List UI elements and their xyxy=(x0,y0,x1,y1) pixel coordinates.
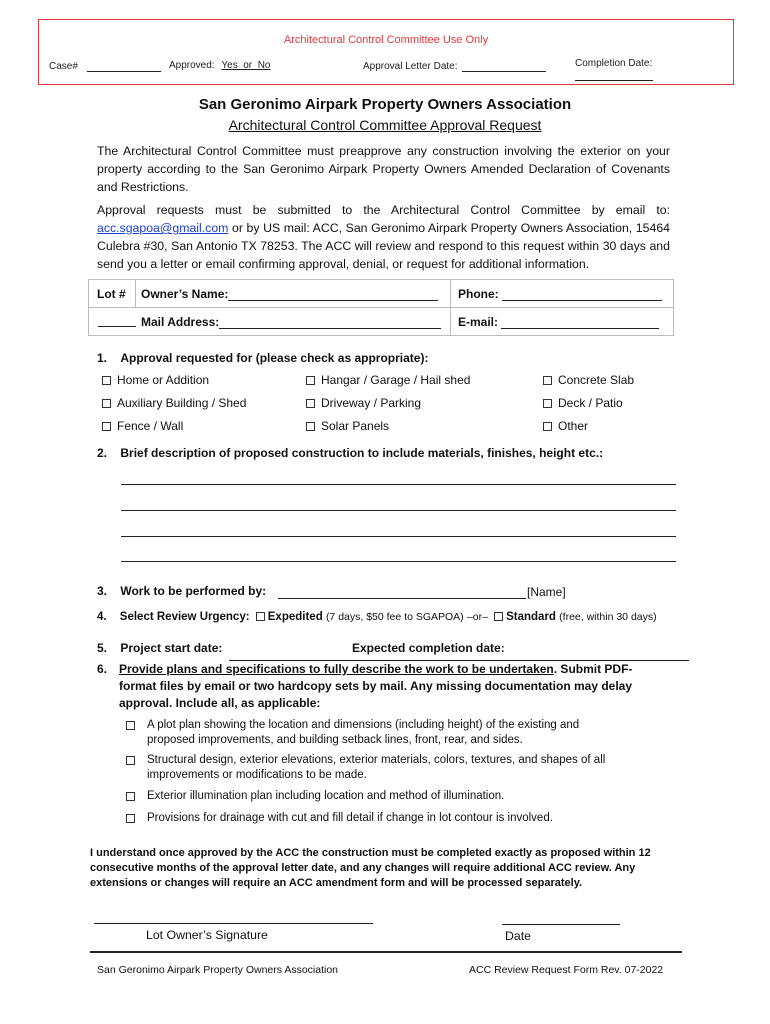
plan-item-4[interactable] xyxy=(126,811,646,826)
mail-address-line xyxy=(219,317,441,329)
checkbox-label: Concrete Slab xyxy=(558,373,635,387)
completion-date-label[interactable]: Expected completion date: xyxy=(352,641,505,655)
section-1-title: Approval requested for (please check as appropriate): xyxy=(120,351,429,365)
lot-number-line[interactable] xyxy=(98,326,136,327)
phone-field[interactable] xyxy=(458,287,662,301)
signature-label: Lot Owner’s Signature xyxy=(146,928,268,942)
checkbox-label: Deck / Patio xyxy=(558,396,623,410)
plan-item-4-text: Provisions for drainage with cut and fill detail if change in lot contour is involved. xyxy=(147,812,553,824)
description-line-4[interactable] xyxy=(121,561,676,562)
footer-rule xyxy=(90,951,682,953)
checkbox-label: Hangar / Garage / Hail shed xyxy=(321,373,471,387)
section-2-heading xyxy=(97,446,603,460)
checkbox-other[interactable] xyxy=(543,419,588,433)
section-3-title: Work to be performed by: xyxy=(120,584,267,598)
completion-date-field[interactable] xyxy=(575,58,733,81)
acknowledgement-text: I understand once approved by the ACC the construction must be completed exactly as proposed within 12 consecutive months of the approval letter date, and any changes will require additional ACC review. Any extensions or changes will require an ACC amendment form and will be processed separately. xyxy=(90,847,651,889)
acc-email-link[interactable]: acc.sgapoa@gmail.com xyxy=(97,221,229,235)
case-line xyxy=(87,60,161,72)
signature-line[interactable] xyxy=(94,923,373,924)
expedited-checkbox[interactable] xyxy=(256,612,265,621)
expedited-label: Expedited xyxy=(267,611,323,623)
checkbox-icon xyxy=(102,399,111,408)
email-label: E-mail: xyxy=(458,315,499,329)
description-line-3[interactable] xyxy=(121,536,676,537)
intro-p2-before: Approval requests must be submitted to the Architectural Control Committee by email to: xyxy=(97,203,670,217)
checkbox-label: Driveway / Parking xyxy=(321,396,422,410)
checkbox-label: Home or Addition xyxy=(117,373,210,387)
work-performer-line[interactable] xyxy=(278,598,526,599)
checkbox-icon xyxy=(306,422,315,431)
approval-letter-date-field[interactable] xyxy=(363,60,546,72)
phone-label: Phone: xyxy=(458,287,499,301)
urgency-or: –or– xyxy=(466,611,488,623)
section-1-num: 1. xyxy=(97,351,108,365)
completion-line xyxy=(575,69,653,81)
owner-name-line xyxy=(228,289,438,301)
checkbox-label: Fence / Wall xyxy=(117,419,184,433)
checkbox-hangar-garage[interactable] xyxy=(306,373,470,387)
plan-item-3-text: Exterior illumination plan including location and method of illumination. xyxy=(147,790,505,802)
checkbox-home-or-addition[interactable] xyxy=(102,373,209,387)
section-3-num: 3. xyxy=(97,584,108,598)
checkbox-icon xyxy=(543,399,552,408)
table-col-divider-2 xyxy=(450,280,451,335)
date-label: Date xyxy=(505,929,531,943)
approval-letter-line xyxy=(462,60,546,72)
case-number-field[interactable] xyxy=(49,60,161,72)
checkbox-icon xyxy=(126,814,135,823)
section-4-title: Select Review Urgency: xyxy=(119,611,250,623)
checkbox-icon xyxy=(102,376,111,385)
form-title: Architectural Control Committee Approval Request xyxy=(228,117,542,133)
standard-label: Standard xyxy=(506,611,556,623)
section-4-num: 4. xyxy=(97,611,107,623)
approved-options: Yes or No xyxy=(221,60,271,71)
footer-org: San Geronimo Airpark Property Owners Association xyxy=(97,964,339,976)
checkbox-icon xyxy=(126,792,135,801)
date-line[interactable] xyxy=(502,924,620,925)
section-3-heading xyxy=(97,584,266,598)
section-6-heading xyxy=(97,661,657,712)
section-6-rest: . Submit PDF-format files by email or two hardcopy sets by mail. Any missing documentation may delay approval. Include all, as applicable: xyxy=(119,662,633,710)
owner-name-label: Owner’s Name: xyxy=(141,287,229,301)
start-date-label[interactable]: Project start date: xyxy=(120,641,223,655)
description-line-1[interactable] xyxy=(121,484,676,485)
footer-revision: ACC Review Request Form Rev. 07-2022 xyxy=(469,964,664,976)
checkbox-label: Auxiliary Building / Shed xyxy=(117,396,247,410)
checkbox-auxiliary-building[interactable] xyxy=(102,396,246,410)
intro-paragraph-1: The Architectural Control Committee must preapprove any construction involving the exterior on your property according to the San Geronimo Airpark Property Owners Amended Declaration of Covenants and Restrictions. xyxy=(97,144,670,194)
approved-label: Approved: xyxy=(169,60,215,71)
section-6-num: 6. xyxy=(97,662,108,676)
phone-line xyxy=(502,289,662,301)
checkbox-icon xyxy=(306,399,315,408)
plan-item-1[interactable] xyxy=(126,718,621,748)
office-use-title: Architectural Control Committee Use Only xyxy=(283,34,489,46)
org-name: San Geronimo Airpark Property Owners Association xyxy=(198,96,572,113)
checkbox-label: Other xyxy=(558,419,589,433)
checkbox-icon xyxy=(126,721,135,730)
checkbox-fence-wall[interactable] xyxy=(102,419,183,433)
checkbox-deck-patio[interactable] xyxy=(543,396,623,410)
email-line xyxy=(501,317,659,329)
intro-p2-after: or by US mail: ACC, San Geronimo Airpark Property Owners Association, 15464 Culebra #30, San Antonio TX 78253. The ACC will review and respond to this request within 30 days and send you a letter or email confirming approval, denial, or request for additional information. xyxy=(97,221,670,271)
standard-checkbox[interactable] xyxy=(494,612,503,621)
checkbox-icon xyxy=(102,422,111,431)
checkbox-icon xyxy=(306,376,315,385)
email-field[interactable] xyxy=(458,315,659,329)
section-5-dates xyxy=(97,641,222,655)
office-use-box xyxy=(38,19,734,85)
table-col-divider-1 xyxy=(135,280,136,307)
owner-name-field[interactable] xyxy=(141,287,438,301)
mail-address-label: Mail Address: xyxy=(141,315,220,329)
checkbox-solar-panels[interactable] xyxy=(306,419,389,433)
plan-item-3[interactable] xyxy=(126,789,646,804)
checkbox-icon xyxy=(543,422,552,431)
approved-field[interactable] xyxy=(169,60,270,71)
plan-item-1-text: A plot plan showing the location and dimensions (including height) of the existing and proposed improvements, and building setback lines, front, rear, and sides. xyxy=(147,719,580,746)
completion-label: Completion Date: xyxy=(575,58,653,69)
expedited-detail: (7 days, $50 fee to SGAPOA) xyxy=(325,611,464,623)
plan-item-2-text: Structural design, exterior elevations, exterior materials, colors, textures, and shapes of all improvements or modifications to be made. xyxy=(147,754,606,781)
intro-paragraph-2 xyxy=(97,201,670,273)
description-line-2[interactable] xyxy=(121,510,676,511)
checkbox-icon xyxy=(543,376,552,385)
lot-label: Lot # xyxy=(97,287,126,301)
owner-info-table xyxy=(88,279,674,336)
section-4-urgency xyxy=(97,611,657,623)
table-row-divider xyxy=(89,307,673,308)
approval-letter-label: Approval Letter Date: xyxy=(363,61,458,72)
mail-address-field[interactable] xyxy=(141,315,441,329)
section-2-title: Brief description of proposed construction to include materials, finishes, height etc.: xyxy=(120,446,604,460)
section-5-num: 5. xyxy=(97,641,108,655)
work-performer-suffix: [Name] xyxy=(527,585,566,599)
case-label: Case# xyxy=(49,61,78,72)
section-6-underlined: Provide plans and specifications to fully describe the work to be undertaken xyxy=(119,662,554,676)
checkbox-label: Solar Panels xyxy=(321,419,390,433)
section-2-num: 2. xyxy=(97,446,108,460)
plan-item-2[interactable] xyxy=(126,753,636,783)
section-1-heading xyxy=(97,351,428,365)
checkbox-driveway-parking[interactable] xyxy=(306,396,421,410)
standard-detail: (free, within 30 days) xyxy=(559,611,657,623)
checkbox-concrete-slab[interactable] xyxy=(543,373,634,387)
checkbox-icon xyxy=(126,756,135,765)
